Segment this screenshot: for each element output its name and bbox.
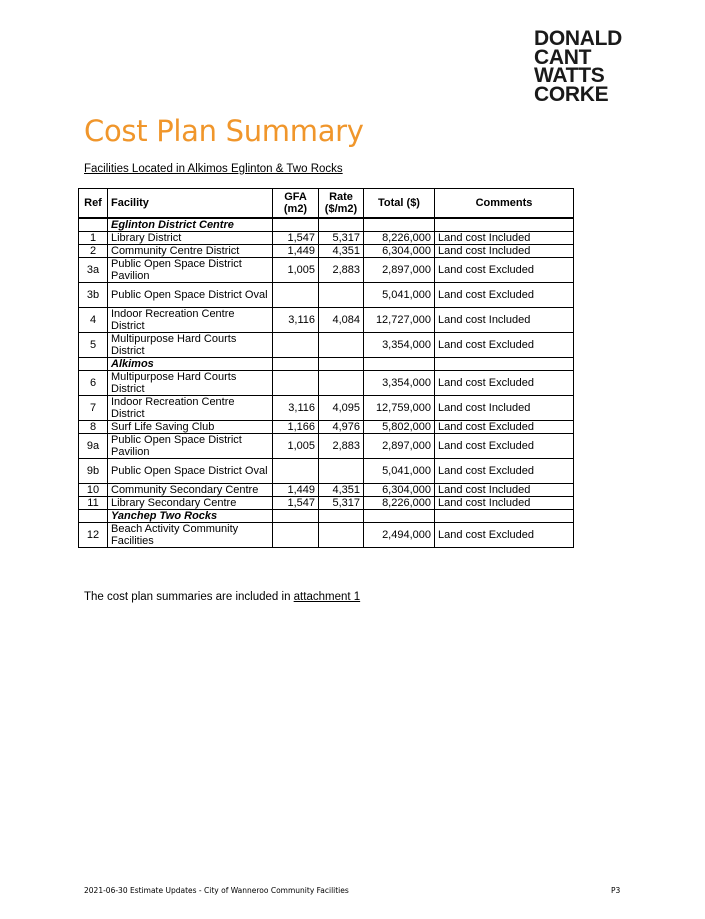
cell-total: 6,304,000: [364, 245, 435, 258]
section-rate-cell: [319, 218, 364, 232]
header-row: [79, 189, 574, 219]
table-row: [79, 421, 574, 434]
cell-facility: Library Secondary Centre: [108, 497, 273, 510]
cell-rate: [319, 333, 364, 358]
section-gfa-cell: [273, 510, 319, 523]
cell-ref: 9b: [79, 459, 108, 484]
cell-gfa: 1,005: [273, 434, 319, 459]
cell-ref: 3b: [79, 283, 108, 308]
cell-facility: Public Open Space District Oval: [108, 459, 273, 484]
cell-ref: 10: [79, 484, 108, 497]
cell-gfa: 3,116: [273, 308, 319, 333]
cell-facility: Indoor Recreation Centre District: [108, 396, 273, 421]
cell-ref: 2: [79, 245, 108, 258]
cell-rate: 4,095: [319, 396, 364, 421]
section-title: Yanchep Two Rocks: [108, 510, 273, 523]
table-row: [79, 396, 574, 421]
cell-gfa: 1,449: [273, 484, 319, 497]
header-gfa-line1: GFA: [284, 191, 307, 203]
section-comments-cell: [435, 510, 574, 523]
cell-ref: 1: [79, 232, 108, 245]
cell-rate: 2,883: [319, 434, 364, 459]
cell-comments: Land cost Excluded: [435, 523, 574, 548]
header-ref: Ref: [79, 189, 108, 219]
section-total-cell: [364, 358, 435, 371]
cell-ref: 5: [79, 333, 108, 358]
logo-line: DONALD: [534, 27, 623, 50]
table-row: [79, 523, 574, 548]
section-comments-cell: [435, 358, 574, 371]
header-facility: Facility: [108, 189, 273, 219]
cell-facility: Public Open Space District Pavilion: [108, 258, 273, 283]
cell-ref: 4: [79, 308, 108, 333]
cell-rate: [319, 459, 364, 484]
cell-total: 2,897,000: [364, 434, 435, 459]
cell-rate: [319, 283, 364, 308]
cell-facility: Multipurpose Hard Courts District: [108, 333, 273, 358]
cell-comments: Land cost Included: [435, 232, 574, 245]
cell-gfa: 1,547: [273, 232, 319, 245]
company-logo: [534, 27, 623, 106]
section-row: [79, 510, 574, 523]
page-title: Cost Plan Summary: [84, 114, 364, 148]
section-total-cell: [364, 218, 435, 232]
logo-line: CORKE: [534, 82, 609, 106]
cell-ref: 7: [79, 396, 108, 421]
cell-total: 12,727,000: [364, 308, 435, 333]
cell-gfa: 1,547: [273, 497, 319, 510]
cell-comments: Land cost Included: [435, 245, 574, 258]
header-comments: Comments: [435, 189, 574, 219]
cell-facility: Indoor Recreation Centre District: [108, 308, 273, 333]
logo-line: WATTS: [534, 64, 605, 87]
cell-total: 12,759,000: [364, 396, 435, 421]
cell-gfa: 1,166: [273, 421, 319, 434]
header-rate-line2: ($/m2): [324, 203, 358, 215]
header-rate-line1: Rate: [329, 191, 353, 203]
table-row: [79, 283, 574, 308]
cell-total: 6,304,000: [364, 484, 435, 497]
cell-ref: 11: [79, 497, 108, 510]
table-row: [79, 459, 574, 484]
cell-total: 5,041,000: [364, 459, 435, 484]
attachment-link[interactable]: attachment 1: [293, 591, 361, 603]
cell-comments: Land cost Included: [435, 308, 574, 333]
section-ref-cell: [79, 358, 108, 371]
section-ref-cell: [79, 218, 108, 232]
header-gfa-line2: (m2): [283, 203, 308, 215]
section-row: [79, 218, 574, 232]
section-comments-cell: [435, 218, 574, 232]
cell-gfa: [273, 283, 319, 308]
cell-gfa: [273, 371, 319, 396]
section-total-cell: [364, 510, 435, 523]
attachment-note: [84, 591, 360, 603]
cell-comments: Land cost Excluded: [435, 333, 574, 358]
cell-gfa: 1,449: [273, 245, 319, 258]
section-gfa-cell: [273, 218, 319, 232]
cell-facility: Multipurpose Hard Courts District: [108, 371, 273, 396]
cell-comments: Land cost Excluded: [435, 258, 574, 283]
cell-gfa: [273, 333, 319, 358]
cell-comments: Land cost Excluded: [435, 421, 574, 434]
table-row: [79, 333, 574, 358]
cell-comments: Land cost Included: [435, 497, 574, 510]
table-subtitle: Facilities Located in Alkimos Eglinton & Two Rocks: [84, 163, 343, 175]
cell-comments: Land cost Included: [435, 484, 574, 497]
footer-document-title: 2021-06-30 Estimate Updates - City of Wanneroo Community Facilities: [84, 886, 349, 895]
cell-facility: Library District: [108, 232, 273, 245]
section-row: [79, 358, 574, 371]
note-text: The cost plan summaries are included in: [84, 591, 294, 603]
cell-total: 8,226,000: [364, 232, 435, 245]
table-body: [79, 218, 574, 548]
cell-rate: 5,317: [319, 232, 364, 245]
cell-gfa: 3,116: [273, 396, 319, 421]
cell-ref: 8: [79, 421, 108, 434]
cell-rate: [319, 371, 364, 396]
cell-facility: Community Secondary Centre: [108, 484, 273, 497]
cell-facility: Surf Life Saving Club: [108, 421, 273, 434]
header-rate: [319, 189, 364, 219]
cell-comments: Land cost Excluded: [435, 371, 574, 396]
section-title: Eglinton District Centre: [108, 218, 273, 232]
cell-comments: Land cost Included: [435, 396, 574, 421]
section-gfa-cell: [273, 358, 319, 371]
cell-total: 3,354,000: [364, 333, 435, 358]
cell-total: 3,354,000: [364, 371, 435, 396]
cell-ref: 12: [79, 523, 108, 548]
section-title: Alkimos: [108, 358, 273, 371]
cell-comments: Land cost Excluded: [435, 434, 574, 459]
cell-rate: 4,084: [319, 308, 364, 333]
cell-facility: Beach Activity Community Facilities: [108, 523, 273, 548]
table-row: [79, 484, 574, 497]
cell-rate: 2,883: [319, 258, 364, 283]
cell-rate: 4,351: [319, 484, 364, 497]
cell-total: 2,897,000: [364, 258, 435, 283]
cell-rate: 4,976: [319, 421, 364, 434]
cell-ref: 6: [79, 371, 108, 396]
cell-ref: 9a: [79, 434, 108, 459]
table-row: [79, 308, 574, 333]
cell-facility: Community Centre District: [108, 245, 273, 258]
section-rate-cell: [319, 358, 364, 371]
cell-ref: 3a: [79, 258, 108, 283]
cell-total: 2,494,000: [364, 523, 435, 548]
table-header: [79, 189, 574, 219]
cost-plan-table: [78, 188, 574, 548]
table-row: [79, 434, 574, 459]
cell-gfa: 1,005: [273, 258, 319, 283]
footer-page-number: P3: [611, 886, 621, 895]
cell-gfa: [273, 459, 319, 484]
header-gfa: [273, 189, 319, 219]
table-row: [79, 497, 574, 510]
cell-total: 8,226,000: [364, 497, 435, 510]
cell-gfa: [273, 523, 319, 548]
cell-rate: [319, 523, 364, 548]
table-row: [79, 371, 574, 396]
cell-rate: 4,351: [319, 245, 364, 258]
cell-rate: 5,317: [319, 497, 364, 510]
table-row: [79, 245, 574, 258]
header-total: Total ($): [364, 189, 435, 219]
cell-comments: Land cost Excluded: [435, 459, 574, 484]
section-ref-cell: [79, 510, 108, 523]
cell-comments: Land cost Excluded: [435, 283, 574, 308]
logo-line: CANT: [534, 45, 592, 69]
cell-total: 5,041,000: [364, 283, 435, 308]
cell-facility: Public Open Space District Pavilion: [108, 434, 273, 459]
table-row: [79, 258, 574, 283]
cell-total: 5,802,000: [364, 421, 435, 434]
table-row: [79, 232, 574, 245]
cell-facility: Public Open Space District Oval: [108, 283, 273, 308]
section-rate-cell: [319, 510, 364, 523]
